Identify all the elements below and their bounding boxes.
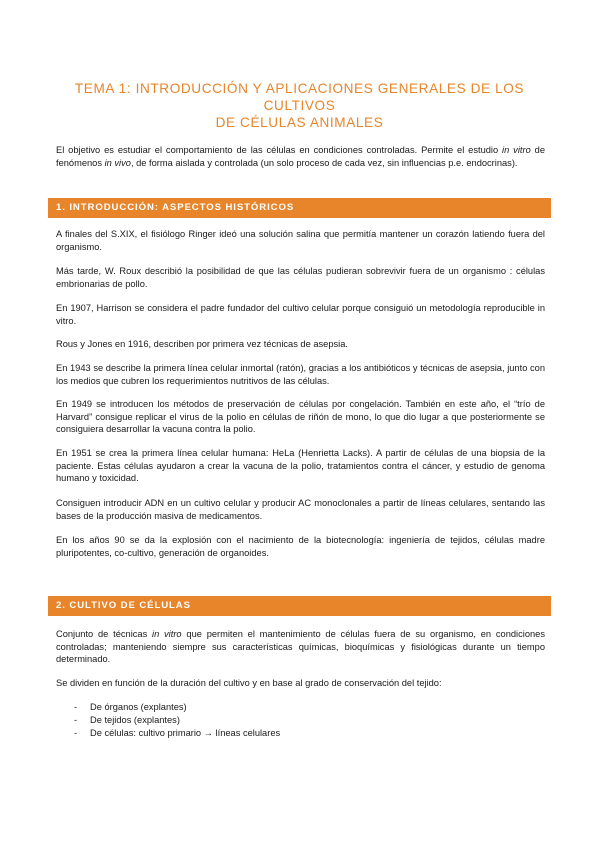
title-line-1: TEMA 1: INTRODUCCIÓN Y APLICACIONES GENERALES DE LOS CULTIVOS xyxy=(74,81,525,113)
history-paragraph-9: En los años 90 se da la explosión con el nacimiento de la biotecnología: ingeniería de tejidos, células madre pluripotentes, co-cultivo, generación de organoides. xyxy=(56,535,545,558)
intro-text-1: El objetivo es estudiar el comportamiento de las células en condiciones controladas. Permite el estudio xyxy=(56,145,503,155)
section-2-heading: 2. CULTIVO DE CÉLULAS xyxy=(48,596,551,616)
history-paragraph-1: A finales del S.XIX, el fisiólogo Ringer ideó una solución salina que permitía mantener un corazón latiendo fuera del organismo. xyxy=(56,229,545,252)
history-paragraph-8: Consiguen introducir ADN en un cultivo celular y producir AC monoclonales a partir de líneas celulares, sentando las bases de la producción masiva de medicamentos. xyxy=(56,498,545,521)
list-item: - De células: cultivo primario → líneas celulares xyxy=(74,727,544,740)
history-paragraph-6: En 1949 se introducen los métodos de preservación de células por congelación. También en este año, el “trío de Harvard” consigue replicar el virus de la polio en células de riñón de mono, lo que dio lugar a que posteriormente se consiguiera desarrollar la vacuna contra la polio. xyxy=(56,399,545,435)
history-paragraph-2: Más tarde, W. Roux describió la posibilidad de que las células pudieran sobrevivir fuera de un organismo : células embrionarias de pollo. xyxy=(56,266,545,289)
culture-type-list xyxy=(74,701,544,741)
culture-paragraph-2: Se dividen en función de la duración del cultivo y en base al grado de conservación del tejido: xyxy=(56,678,442,688)
list-item: - De órganos (explantes) xyxy=(74,701,544,714)
intro-italic-1: in vitro xyxy=(502,145,531,155)
history-paragraph-5: En 1943 se describe la primera línea celular inmortal (ratón), gracias a los antibióticos y técnicas de asepsia, junto con los medios que cubren los requerimientos nutritivos de las células. xyxy=(56,363,545,386)
history-paragraph-3: En 1907, Harrison se considera el padre fundador del cultivo celular porque consiguió un metodología reproducible in vitro. xyxy=(56,303,545,326)
title-line-2: DE CÉLULAS ANIMALES xyxy=(215,115,384,130)
culture-text-2: que permiten el mantenimiento de células fuera de su organismo, en condiciones controladas; manteniendo siempre sus características químicas, bioquímicas y fisiológicas durante un tiempo determinado. xyxy=(56,629,545,665)
culture-paragraph-1 xyxy=(56,628,545,666)
intro-text-3: , de forma aislada y controlada (un solo proceso de cada vez, sin influencias p.e. endocrinas). xyxy=(130,157,518,168)
intro-italic-2: in vivo xyxy=(104,157,131,168)
section-1-heading: 1. INTRODUCCIÓN: ASPECTOS HISTÓRICOS xyxy=(48,198,551,218)
list-item: - De tejidos (explantes) xyxy=(74,714,544,727)
intro-paragraph xyxy=(56,144,545,169)
intro-text-2: de fenómenos xyxy=(56,145,545,168)
document-title xyxy=(40,80,559,131)
culture-text-1: Conjunto de técnicas xyxy=(56,629,153,639)
culture-italic: in vitro xyxy=(152,629,182,639)
history-paragraph-4: Rous y Jones en 1916, describen por primera vez técnicas de asepsia. xyxy=(56,339,348,349)
history-paragraph-7: En 1951 se crea la primera línea celular humana: HeLa (Henrietta Lacks). A partir de células de una biopsia de la paciente. Estas células ayudaron a crear la vacuna de la polio, tratamientos contra el cáncer, y estudio de genoma humano y toxicidad. xyxy=(56,448,545,484)
